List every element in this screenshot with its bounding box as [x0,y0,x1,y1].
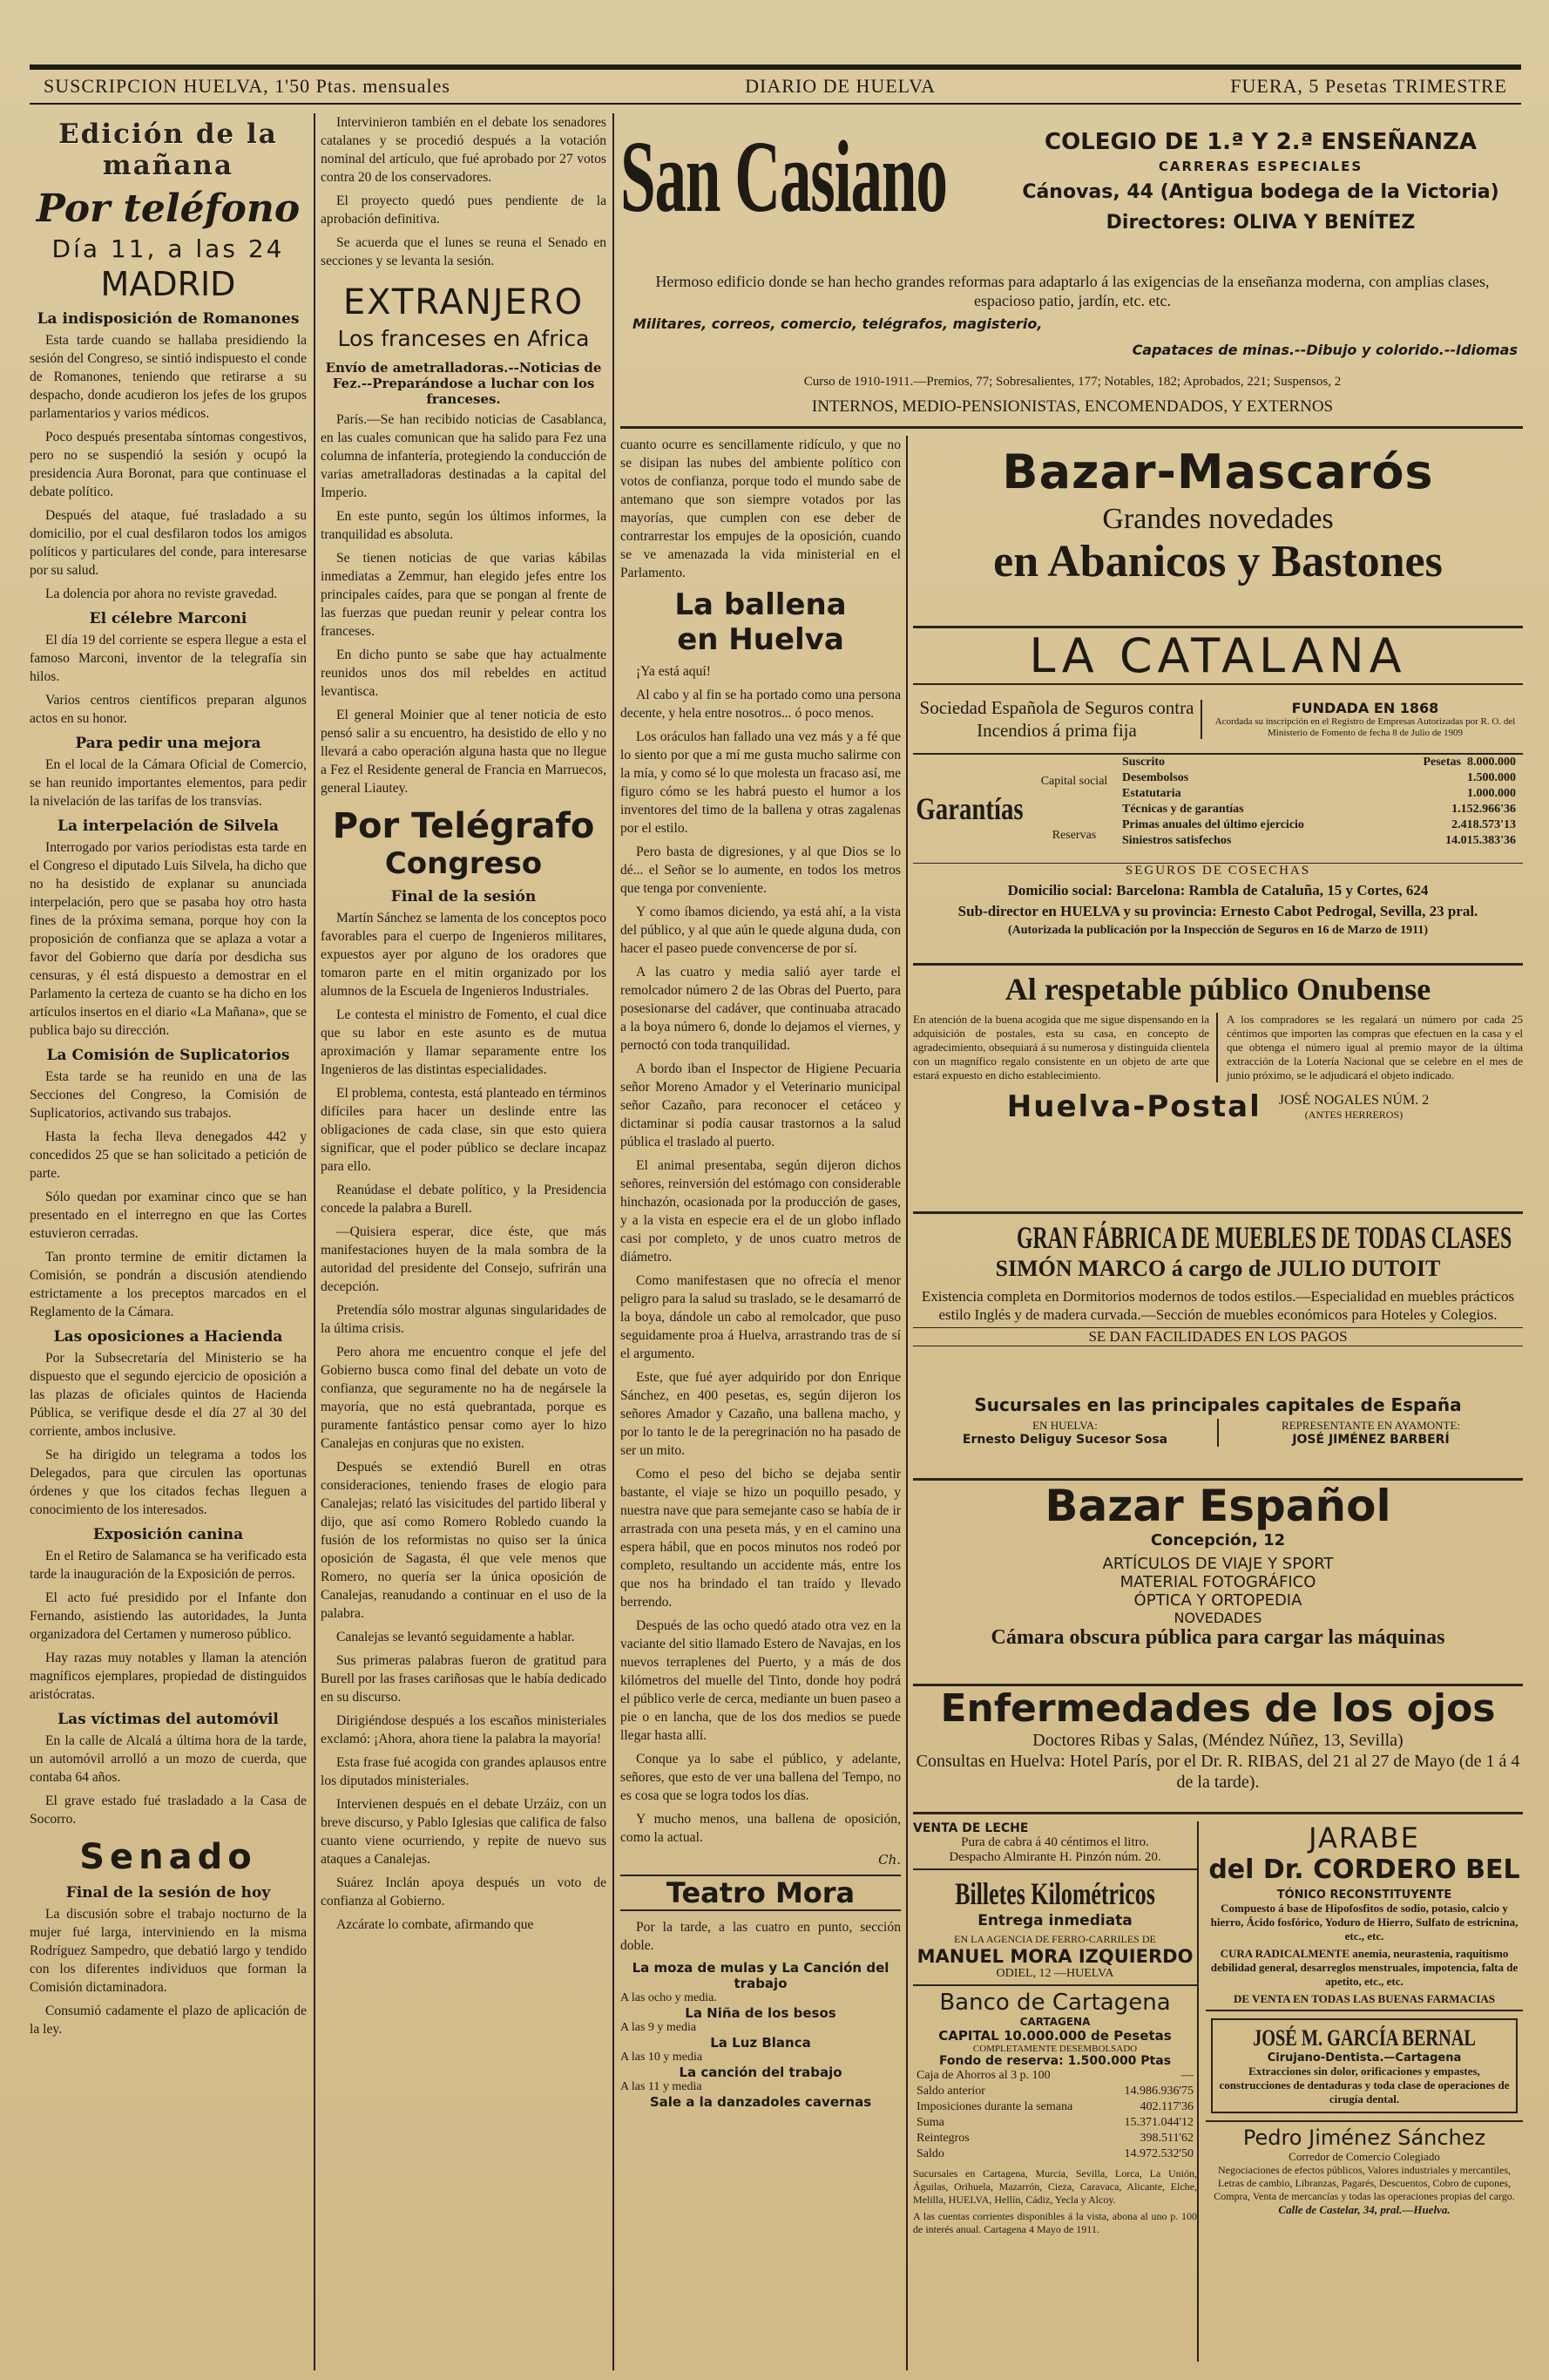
concepcion: Concepción, 12 [1150,1531,1286,1549]
news-paragraph: Conque ya lo sabe el público, y adelante, señores, que esto de ver una ballena del Tempo, no es cosa que se logra todos los días. [620,1752,901,1803]
table-row: Caja de Ahorros al 3 p. 100 — [917,2069,1194,2082]
news-paragraph: Canalejas se levantó seguidamente a hablar. [336,1630,575,1644]
ballena-title-1: La ballena [674,587,847,622]
senado-heading: Senado [79,1837,257,1877]
carreras-especiales: CARRERAS ESPECIALES [1158,159,1363,174]
news-paragraph: Pero ahora me encuentro conque el jefe del Gobierno busca como final del debate un voto de confianza, que seguramente no ha de negársele la mayoría, que no está quebrantada, porque es puramente fantástico pensar como ayer lo hizo Canalejas en conjuras que no existen. [321,1345,606,1451]
table-row: Estatutaria 1.000.000 [1122,787,1516,800]
news-paragraph: Intervinieron también en el debate los senadores catalanes y se procedió después a la votación nominal del artículo, que fué aprobado por 27 votos contra 20 de los conservadores. [321,115,606,185]
edition-heading: Edición de la mañana [58,119,278,181]
table-row: Primas anuales del último ejercicio 2.418.573'13 [1122,818,1516,831]
column-3 [620,436,901,2370]
news-title: Para pedir una mejora [75,735,261,752]
seguros-cosechas: SEGUROS DE COSECHAS [1125,864,1311,878]
news-paragraph: Esta frase fué acogida con grandes aplausos entre los diputados ministeriales. [321,1755,606,1788]
venta-leche: VENTA DE LECHE [913,1821,1029,1835]
news-paragraph: Varios centros científicos preparan algunos actos en su honor. [30,693,307,726]
banco-city: CARTAGENA [1019,2016,1091,2028]
news-paragraph: Poco después presentaba síntomas congestivos, pero no se suspendió la sesión y ocupó la presidencia Aura Boronat, para que continuase el debate político. [30,430,307,499]
teatro-show: La moza de mulas y La Canción del trabajo [632,1960,889,1991]
optica: ÓPTICA Y ORTOPEDIA [1133,1591,1302,1610]
articulos: ARTÍCULOS DE VIAJE Y SPORT [1102,1555,1334,1573]
ad-gran-fabrica [913,1211,1523,1394]
manuel-mora: MANUEL MORA IZQUIERDO [917,1946,1194,1967]
colegio-block [1004,129,1518,234]
bazar-mascaros-title: Bazar-Mascarós [1002,444,1434,499]
completamente: COMPLETAMENTE DESEMBOLSADO [972,2044,1138,2054]
news-paragraph: Pero basta de digresiones, y al que Dios se lo dé... el Señor se lo aumente, en todos los metros que tenga por conveniente. [620,844,901,896]
teatro-time: A las 11 y media [620,2080,702,2093]
ad-san-casiano [620,113,1523,429]
news-paragraph: En este punto, según los últimos informes, la tranquilidad es absoluta. [321,509,606,542]
odiel: ODIEL, 12 —HUELVA [913,1967,1197,1986]
news-paragraph: Hay razas muy notables y llaman la atención magníficos ejemplares, propiedad de distinguidos aristócratas. [30,1651,307,1702]
news-paragraph: La discusión sobre el trabajo nocturno de la mujer fué larga, interviniendo en la misma Rodríguez Sampedro, que debatió largo y tendido con los diferentes individuos que forman la Comisión dictaminadora. [30,1907,307,1995]
compuesto: Compuesto á base de Hipofosfitos de sodio, potasio, calcio y hierro, Ácido fosfórico, Yoduro de Hierro, Sulfato de estricnina, etc., etc. [1210,1902,1519,1943]
nogales-address: JOSÉ NOGALES NÚM. 2 [1278,1092,1430,1108]
huelva-postal-title: Huelva-Postal [1006,1089,1262,1124]
news-paragraph: Se tienen noticias de que varias kábilas inmediatas a Zemmur, han elegido jefes entre los principales caídes, para que se pongan al frente de las fuerzas que puedan reunir y pelear contra los franceses. [321,551,606,639]
garantias-label: Garantías [916,791,1024,826]
news-paragraph: Y como íbamos diciendo, ya está ahí, a la vista del público, y al que aún le quede alguna duda, con hacer el paseo puede convencerse de por sí. [620,905,901,956]
news-paragraph: Después del ataque, fué trasladado a su domicilio, por el cual desfilaron todos los amigos políticos y particulares del conde, para interesarse por su salud. [30,508,307,578]
column-rule [906,436,908,2370]
en-huelva: EN HUELVA: [1032,1419,1098,1432]
news-paragraph: El acto fué presidido por el Infante don Fernando, asistiendo las autoridades, la Junta organizadora del Certamen y numeroso público. [30,1590,307,1642]
ad-bazar-mascaros [913,444,1523,619]
news-paragraph: Hasta la fecha lleva denegados 442 y concedidos 25 que se han solicitado a petición de parte. [30,1129,307,1181]
respetable-heading: Al respetable público Onubense [1004,972,1431,1007]
ad-sucursales [913,1394,1523,1482]
tonico: TÓNICO RECONSTITUYENTE [1276,1888,1452,1902]
city-madrid: MADRID [100,265,236,303]
novedades: NOVEDADES [1174,1610,1262,1626]
news-paragraph: La dolencia por ahora no reviste gravedad. [45,587,278,601]
ad-huelva-postal [913,971,1523,1206]
hermoso-edificio: Hermoso edificio donde se han hecho grandes reformas para adaptarlo á las exigencias de la enseñanza moderna, con amplias clases, espacioso patio, jardín, etc. etc. [655,273,1490,309]
news-paragraph: Después se extendió Burell en otras consideraciones, teniendo frases de elogio para Canalejas; relató las visicitudes del partido liberal y dijo, que así como Romero Robledo cuando la fusión de los reformistas no quiso ser la única oposición de Sagasta, él que vele menos que Romero, no quería ser la única oposición de Canalejas, reanudando a continuar en el uso de la palabra. [321,1460,606,1621]
canovas-address: Cánovas, 44 (Antigua bodega de la Victoria) [1022,181,1499,203]
sub-director: Sub-director en HUELVA y su provincia: Ernesto Cabot Pedrogal, Sevilla, 23 pral. [957,903,1478,919]
franceses-heading: Los franceses en Africa [337,326,590,351]
news-paragraph: El día 19 del corriente se espera llegue a esta el famoso Marconi, inventor de la telegrafía sin hilos. [30,633,307,684]
fundada: FUNDADA EN 1868 [1291,699,1439,716]
column-1 [30,113,307,2370]
domicilio-social: Domicilio social: Barcelona: Rambla de Cataluña, 15 y Cortes, 624 [1007,882,1429,898]
por-telefono-heading: Por teléfono [36,186,301,231]
news-title: Exposición canina [92,1526,244,1543]
cirujano: Cirujano-Dentista.—Cartagena [1267,2051,1462,2065]
facilidades: SE DAN FACILIDADES EN LOS PAGOS [913,1327,1523,1346]
news-paragraph: Los oráculos han fallado una vez más y a fé que lo siento por que a mí me gusta mucho salirme con la mía, y como sé lo que molesta un fracaso así, me figuro cómo se les habrá puesto el humor a los inventores del timo de la ballena y otras zagalenas por el estilo. [620,729,901,836]
existencia: Existencia completa en Dormitorios modernos de todos estilos.—Especialidad en muebles prácticos estilo Inglés y de madera curvada.—Sección de muebles económicos para Hoteles y Colegios. [921,1288,1515,1323]
news-title: La Comisión de Suplicatorios [46,1047,290,1064]
teatro-time: A las 10 y media [620,2051,703,2064]
table-row: Suma 15.371.044'12 [917,2116,1194,2129]
news-title: Las oposiciones a Hacienda [53,1328,283,1346]
extranjero-heading: EXTRANJERO [342,282,585,322]
sucursales-banco: Sucursales en Cartagena, Murcia, Sevilla, Lorca, La Unión, Águilas, Orihuela, Mazarrón, Cieza, Caravaca, Alicante, Elche, Melilla, HUELVA, Hellín, Cádiz, Yecla y Alcoy. [913,2167,1197,2206]
news-paragraph: Se acuerda que el lunes se reuna el Senado en secciones y se levanta la sesión. [321,235,606,268]
simon-marco: SIMÓN MARCO á cargo de JULIO DUTOIT [995,1256,1441,1281]
ad-left-stack [913,1821,1199,2362]
gran-fabrica-title: GRAN FÁBRICA DE MUEBLES DE TODAS CLASES [1017,1220,1512,1255]
news-paragraph: Interrogado por varios periodistas esta tarde en el Congreso el diputado Luis Silvela, ha dicho que no ha desistido de explanar su anunciada interpelación, pero que se pasaba hoy otro hasta fines de la próxima semana, porque hoy con la proposición de confianza que se aplaza a votar a favor del Gobierno que daría por desdicha sus censuras, y él está dispuesto a demostrar en el Parlamento la certeza de cuanto se ha dicho en los artículos insertos en el diario «La Mañana», que se publica bajo su dirección. [30,840,307,1038]
news-paragraph: Pretendía sólo mostrar algunas singularidades de la última crisis. [321,1303,606,1336]
san-casiano-title: San Casiano [620,119,947,234]
news-paragraph: Sus primeras palabras fueron de gratitud para Burell por las frases cariñosas que le había dedicado en su discurso. [321,1653,606,1705]
table-row: Saldo 14.972.532'50 [917,2147,1194,2160]
news-title: La indisposición de Romanones [37,310,300,328]
ad-enfermedades-ojos [913,1684,1523,1814]
corredor: Corredor de Comercio Colegiado [1289,2150,1440,2163]
news-paragraph: Sólo quedan por examinar cinco que se han presentado en el interregno en que las Cortes estuvieron cerradas. [30,1190,307,1241]
la-catalana-title: LA CATALANA [913,628,1523,685]
news-title: La interpelación de Silvela [57,817,279,835]
teatro-time: A las 9 y media [620,2021,697,2034]
news-paragraph: Le contesta el ministro de Fomento, el cual dice que su labor en este asunto es de mutua aproximación y llamar separamente entre los Ingenieros de las distintas especialidades. [321,1007,606,1077]
news-paragraph: El proyecto quedó pues pendiente de la aprobación definitiva. [321,193,606,227]
acordada: Acordada su inscripción en el Registro de Empresas Autorizadas por R. O. del Ministerio de Fomento de fecha 8 de Julio de 1909 [1214,715,1516,738]
news-paragraph: Se ha dirigido un telegrama a todos los Delegados, para que circulen las oportunas órdenes y que los citados fechas lleguen a conocimiento de los interesados. [30,1448,307,1517]
capital-social-label: Capital social [1040,775,1108,788]
news-paragraph: A las cuatro y media salió ayer tarde el remolcador número 2 de las Obras del Puerto, para posesionarse del cadáver, que continuaba atracado a la boya número 6, donde lo dejamos el viernes, y pernoctó con toda tranquilidad. [620,965,901,1053]
column-rule [314,113,315,2370]
news-paragraph: En el local de la Cámara Oficial de Comercio, se han reunido importantes elementos, para pedir la nivelación de las tarifas de los transvías. [30,757,307,809]
representante: REPRESENTANTE EN AYAMONTE: [1281,1419,1461,1432]
sucursales-heading: Sucursales en las principales capitales de España [974,1394,1462,1415]
dellguy: Ernesto Deliguy Sucesor Sosa [962,1433,1168,1447]
curso-line: Curso de 1910-1911.—Premios, 77; Sobresalientes, 177; Notables, 182; Aprobados, 221; Suspensos, 2 [803,375,1342,389]
despacho-leche: Despacho Almirante H. Pinzón núm. 20. [913,1850,1197,1870]
cura-radical: CURA RADICALMENTE anemia, neurastenia, raquitismo debilidad general, desarreglos menstruales, impotencia, falta de apetito, etc., etc. [1210,1947,1519,1988]
doctores: Doctores Ribas y Salas, (Méndez Núñez, 13, Sevilla) [1032,1731,1404,1750]
entrega-inmediata: Entrega inmediata [977,1912,1133,1929]
teatro-show: Sale a la danzadoles cavernas [649,2094,872,2110]
pedro-jimenez: Pedro Jiménez Sánchez [1206,2120,1523,2150]
news-paragraph: Este, que fué ayer adquirido por don Enrique Sánchez, en 400 pesetas, es, según dijeron los señores Amador y Cazaño, una ballena macho, y por lo tanto le de la peregrinación no ha pasado de ser un mito. [620,1370,901,1458]
subscription-huelva: SUSCRIPCION HUELVA, 1'50 Ptas. mensuales [44,75,450,97]
news-paragraph: En el Retiro de Salamanca se ha verificado esta tarde la inauguración de la Exposición de perros. [30,1549,307,1582]
news-title: Las víctimas del automóvil [57,1711,279,1728]
news-paragraph: Por la tarde, a las cuatro en punto, sección doble. [620,1920,901,1953]
enfermedades-title: Enfermedades de los ojos [940,1686,1496,1731]
news-paragraph: Por la Subsecretaría del Ministerio se ha dispuesto que el segundo ejercicio de oposición a las plazas de oficiales quintos de Hacienda Pública, se verifique desde el día 27 al 30 del corriente, ambos inclusive. [30,1351,307,1439]
news-paragraph: Reanúdase el debate político, y la Presidencia concede la palabra a Burell. [321,1183,606,1216]
news-paragraph: Como el peso del bicho se dejaba sentir bastante, el viaje se hizo un poquillo pesado, y nuestra nave que para semejante caso se había de ir arrastrada con una peseta más, y en el camino una espera hábil, que en pocos minutos nos rodeó por completo, resultando un accidente más, entre los que nos ha brindado el tan traído y llevado berrendo. [620,1467,901,1610]
news-paragraph: En dicho punto se sabe que hay actualmente reunidos unos dos mil rebeldes en actitud levantisca. [321,648,606,699]
news-paragraph: En la calle de Alcalá a última hora de la tarde, un automóvil arrolló a un mozo de cuerda, que contaba 64 años. [30,1733,307,1785]
ballena-title-2: en Huelva [677,622,844,657]
news-paragraph: El grave estado fué trasladado a la Casa de Socorro. [30,1793,307,1827]
cuentas-corrientes: A las cuentas corrientes disponibles á la vista, abona al uno p. 100 de interés anual. Cartagena 4 Mayo de 1911. [913,2210,1197,2235]
ad-bazar-espanol [913,1478,1523,1678]
autorizada: (Autorizada la publicación por la Inspección de Seguros en 16 de Marzo de 1911) [1007,924,1429,937]
congreso-heading: Congreso [384,846,543,881]
masthead [30,64,1521,105]
news-paragraph: Esta tarde cuando se hallaba presidiendo la sesión del Congreso, se sintió indispuesto el conde de Romanones, teniendo que retirarse a su despacho, donde acudieron los jefes de los grupos parlamentarios y varios médicos. [30,333,307,421]
capataces-line: Capataces de minas.--Dibujo y colorido.--Idiomas [1132,342,1518,358]
material: MATERIAL FOTOGRÁFICO [1119,1573,1316,1591]
abanicos-bastones: en Abanicos y Bastones [993,537,1443,587]
table-row: Imposiciones durante la semana 402.117'36 [917,2100,1194,2113]
extracciones: Extracciones sin dolor, orificaciones y empastes, construcciones de dentaduras y toda clase de operaciones de cirugía dental. [1219,2065,1510,2105]
antes-herreros: (ANTES HERREROS) [1304,1108,1404,1121]
news-paragraph: El problema, contesta, está planteado en términos difíciles para hacer un deslinde entre las obligaciones de cada clase, sin que esto quiera significar, que el poder público se declare incapaz para ello. [321,1086,606,1174]
news-title: Envío de ametralladoras.--Noticias de Fez.--Preparándose a luchar con los franceses. [325,360,602,407]
news-paragraph: El animal presentaba, según dijeron dichos señores, reinversión del estómago con considerable hinchazón, ocasionada por la producción de gases, y a la vista en especie era el de un globo inflado casi por completo, y de unos cuatro metros de diámetro. [620,1158,901,1265]
jimenez-barberi: JOSÉ JIMÉNEZ BARBERÍ [1292,1433,1450,1447]
teatro-show: La Niña de los besos [685,2005,836,2021]
news-title: Final de la sesión de hoy [65,1884,271,1902]
table-row: Saldo anterior 14.986.936'75 [917,2085,1194,2098]
news-paragraph: Y mucho menos, una ballena de oposición, como la actual. [620,1812,901,1845]
garcia-bernal: JOSÉ M. GARCÍA BERNAL [1253,2025,1476,2051]
news-paragraph: Al cabo y al fin se ha portado como una persona decente, y hela entre nosotros... ó poco menos. [620,688,901,721]
teatro-show: La Luz Blanca [710,2035,811,2051]
agencia: EN LA AGENCIA DE FERRO-CARRILES DE [954,1933,1156,1945]
sociedad-espanola: Sociedad Española de Seguros contra Incendios á prima fija [919,697,1194,741]
pura-cabra: Pura de cabra á 40 céntimos el litro. [961,1835,1149,1849]
jarabe-title: JARABE [1309,1821,1420,1855]
news-paragraph: El general Moinier que al tener noticia de esto pensó salir a su encuentro, ha desistido de ello y no llevará a cabo operación alguna hasta que no llegue a Fez el Residente general de Francia en Marruecos, general Liautey. [321,708,606,796]
table-row: Técnicas y de garantías 1.152.966'36 [1122,803,1516,816]
banco-capital: CAPITAL 10.000.000 de Pesetas [938,2028,1172,2044]
newspaper-title: DIARIO DE HUELVA [745,75,937,97]
respetable-right: A los compradores se les regalará un número por cada 25 céntimos que importen las compras que efectuen en la casa y el que obtenga el número igual al premio mayor de la última extracción de la Lotería Nacional que se celebre en el mes de junio próximo, se le adjudicará el objeto indicado. [1227,1013,1523,1082]
reservas-label: Reservas [1052,829,1097,842]
news-paragraph: A bordo iban el Inspector de Higiene Pecuaria señor Moreno Amador y el Veterinario municipal señor Cazaño, para reconocer el cetáceo y dictaminar si podía causar trastornos a la salud pública el traslado al puerto. [620,1061,901,1149]
news-title: El célebre Marconi [89,610,247,627]
de-venta: DE VENTA EN TODAS LAS BUENAS FARMACIAS [1206,1992,1523,2011]
news-paragraph: Consumió cadamente el plazo de aplicación de la ley. [30,2004,307,2037]
militares-line: Militares, correos, comercio, telégrafos, magisterio, [632,315,1043,332]
news-paragraph: Después de las ocho quedó atado otra vez en la vaciante del sitio llamado Estero de Navajas, en los nuevos terraplenes del Puerto, y a más de dos kilómetros del muelle del Tinto, donde hoy podrá el público verle de cerca, mediante un buen paseo a pie o en lancha, que de los dos medios se puede llegar hasta allí. [620,1618,901,1743]
colegio-heading: COLEGIO DE 1.ª Y 2.ª ENSEÑANZA [1045,129,1477,155]
consultas: Consultas en Huelva: Hotel París, por el Dr. R. RIBAS, del 21 al 27 de Mayo (de 1 á 4 de la tarde). [916,1752,1520,1792]
teatro-time: A las ocho y media. [620,1991,717,2004]
directores: Directores: OLIVA Y BENÍTEZ [1106,212,1416,234]
ad-right-stack [1206,1821,1523,2362]
news-paragraph: Esta tarde se ha reunido en una de las Secciones del Congreso, la Comisión de Suplicatorios, activando sus trabajos. [30,1069,307,1121]
news-paragraph: Dirigiéndose después a los escaños ministeriales exclamó: ¡Ahora, ahora tiene la palabra la mayoría! [321,1713,606,1746]
bazar-espanol-title: Bazar Español [1045,1481,1391,1531]
signature: Ch. [878,1852,901,1868]
fondo-reserva: Fondo de reserva: 1.500.000 Ptas [938,2054,1172,2068]
news-paragraph: ¡Ya está aquí! [636,664,711,679]
respetable-left: En atención de la buena acogida que me sigue dispensando en la adquisición de postales, esta su casa, en concepto de agradecimiento, obsequiará á su numerosa y distinguida clientela con un magnífico regalo consistente en un objeto de arte que estará expuesto en dicho establecimiento. [913,1013,1218,1082]
calle-castelar: Calle de Castelar, 34, pral.—Huelva. [1278,2203,1451,2216]
cordero-bel: del Dr. CORDERO BEL [1208,1855,1520,1885]
negociaciones: Negociaciones de efectos públicos, Valores industriales y mercantiles, Letras de cambio, Libranzas, Pagarés, Descuentos, Cobro de cupones, Compra, Venta de mercancías y todas las operaciones propias del cargo. [1214,2164,1515,2202]
ad-la-catalana [913,626,1523,966]
grandes-novedades: Grandes novedades [1102,503,1334,535]
subscription-outside: FUERA, 5 Pesetas TRIMESTRE [1230,75,1507,97]
news-paragraph: Martín Sánchez se lamenta de los conceptos poco favorables para el cuerpo de Ingenieros militares, expuestos ayer por alguno de los oradores que tomaron parte en el mitin organizado por los alumnos de la Escuela de Ingenieros Industriales. [321,911,606,999]
news-paragraph: París.—Se han recibido noticias de Casablanca, en las cuales comunican que ha salido para Fez una columna de infantería, protegiendo la conducción de varias ametralladoras destinadas a la capital del Imperio. [321,412,606,500]
news-paragraph: Azcárate lo combate, afirmando que [336,1917,534,1932]
column-2 [321,113,606,2370]
banco-title: Banco de Cartagena [939,1990,1171,2016]
por-telegrafo-heading: Por Telégrafo [332,806,595,846]
ads-column [913,436,1523,2370]
news-paragraph: Intervienen después en el debate Urzáiz, con un breve discurso, y Pablo Iglesias que califica de falso cuanto viene ocurriendo, y repite de nuevo sus ataques a Canalejas. [321,1797,606,1867]
teatro-show: La canción del trabajo [679,2065,842,2080]
teatro-mora-heading: Teatro Mora [620,1875,901,1911]
news-title: Final de la sesión [390,888,537,905]
news-paragraph: Suárez Inclán apoya después un voto de confianza al Gobierno. [321,1875,606,1909]
column-rule [612,113,614,2370]
dateline: Día 11, a las 24 [51,234,285,263]
garantias-table [1122,755,1523,863]
news-paragraph: Tan pronto termine de emitir dictamen la Comisión, se pondrán a discusión atendiendo estrictamente a los preceptos marcados en el Reglamento de la Cámara. [30,1250,307,1319]
table-row: Siniestros satisfechos 14.015.383'36 [1122,834,1516,847]
table-row: Reintegros 398.511'62 [917,2132,1194,2145]
table-row: Suscrito Pesetas 8.000.000 [1122,756,1516,769]
news-paragraph: Como manifestasen que no ofrecía el menor peligro para la salud su traslado, se le desamarró de la boya, dándole un cabo al remolcador, que puso seguidamente proa á Huelva, arrastrando tras de sí el argumento. [620,1273,901,1361]
billetes-title: Billetes Kilométricos [955,1876,1155,1911]
camara-obscura: Cámara obscura pública para cargar las máquinas [991,1626,1445,1649]
news-paragraph: cuanto ocurre es sencillamente ridículo, y que no se disipan las nubes del ambiente político con votos de confianza, porque todo el mundo sabe de antemano que son siempre votados por las mayorías, que cumplen con ese deber de contrarrestar los empujes de la oposición, cuando se ve amenazada la vida ministerial en el Parlamento. [620,437,901,580]
internos-line: INTERNOS, MEDIO-PENSIONISTAS, ENCOMENDADOS, Y EXTERNOS [811,397,1334,416]
table-row: Desembolsos 1.500.000 [1122,771,1516,784]
news-paragraph: —Quisiera esperar, dice éste, que más manifestaciones huyen de la mala sombra de la autoridad del presidente del Consejo, sufrirán una decepción. [321,1224,606,1294]
